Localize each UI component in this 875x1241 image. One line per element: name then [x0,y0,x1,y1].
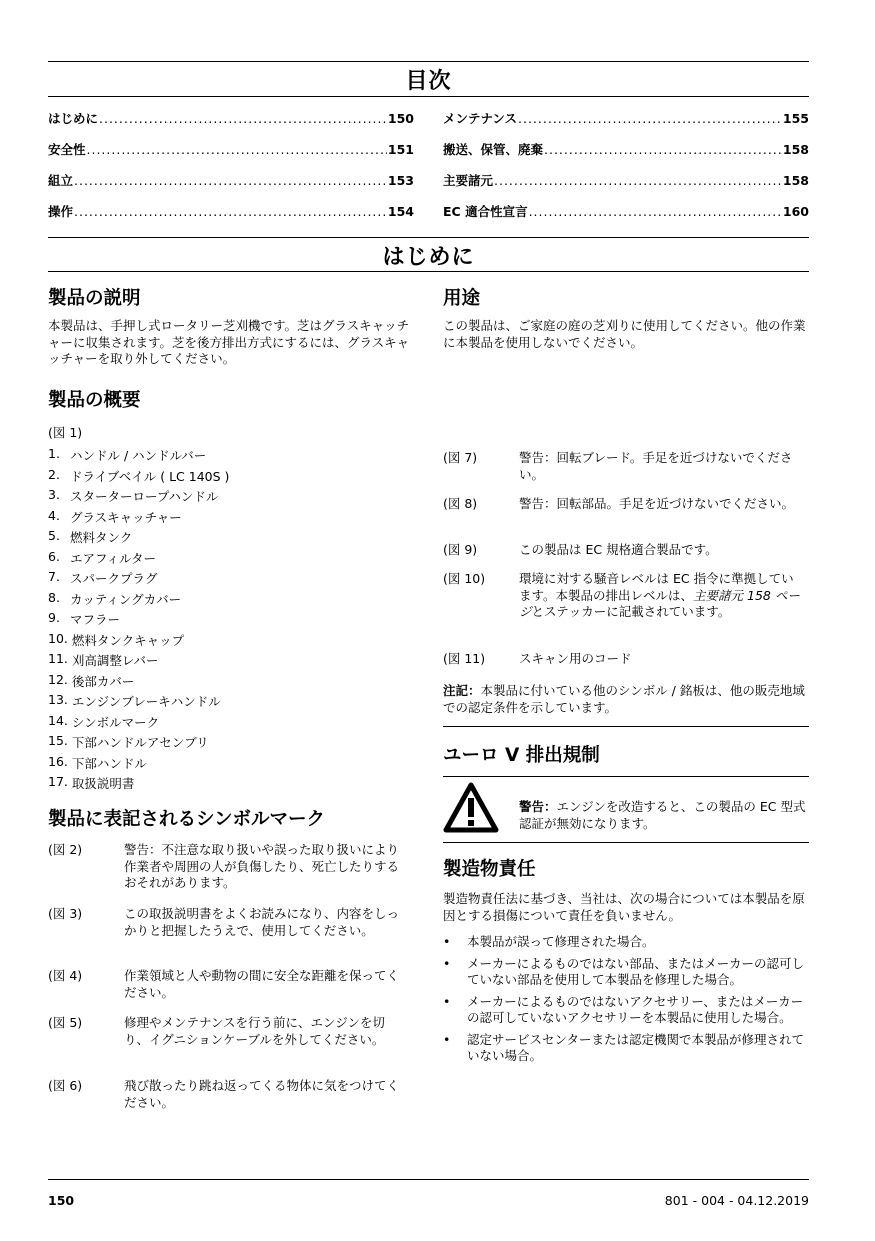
warning-bottom-rule [443,842,809,843]
toc-entry-safety[interactable] [48,140,414,158]
toc-entry-page: 154 [387,204,414,219]
list-item: 1. ハンドル / ハンドルバー [48,446,207,463]
symbol-description: 警告：不注意な取り扱いや誤った取り扱いにより作業者や周囲の人が負傷したり、死亡したりするおそれがあります。 [124,842,400,890]
symbol-description: 環境に対する騒音レベルは EC 指令に準拠しています。本製品の排出レベルは、主要諸元 158 ページとステッカーに記載されています。 [519,571,800,619]
toc-entry-label: 操作 [48,204,74,219]
toc-entry-page: 150 [387,111,414,126]
toc-entry-operation[interactable] [48,202,414,220]
symbol-row-fig2 [48,842,403,892]
intro-title: はじめに [382,245,475,270]
list-item: 17. 取扱説明書 [48,774,135,791]
symbol-row-fig9 [443,542,805,559]
figure-ref: (図 9) [443,542,478,557]
symbol-description: 修理やメンテナンスを行う前に、エンジンを切り、イグニションケーブルを外してください。 [124,1015,385,1047]
figure-ref: (図 10) [443,571,486,586]
list-item: 3. スターターロープハンドル [48,487,219,504]
liability-heading: 製造物責任 [443,859,536,880]
page-number: 150 [48,1193,75,1208]
list-item: 8. カッティングカバー [48,589,182,607]
liability-text: 製造物責任法に基づき、当社は、次の場合については本製品を原因とする損傷について責任を負いません。 [443,891,805,923]
toc-leader [494,173,782,188]
symbol-description: 警告：回転部品。手足を近づけないでください。 [519,496,795,511]
toc-leader [544,142,782,157]
figure-ref: (図 8) [443,496,478,511]
toc-leader [529,204,782,219]
symbol-description: スキャン用のコード [519,651,632,666]
toc-entry-label: はじめに [48,111,99,126]
toc-entry-page: 151 [387,142,414,157]
intended-use-heading: 用途 [443,288,481,309]
note-rule [443,726,809,727]
symbol-row-fig4 [48,968,403,1001]
symbol-row-fig3 [48,906,403,939]
figure-ref: (図 3) [48,906,83,921]
toc-entry-label: 安全性 [48,142,86,157]
toc-entry-label: 組立 [48,173,74,188]
toc-entry-maintenance[interactable] [443,109,809,127]
symbol-description: この取扱説明書をよくお読みになり、内容をしっかりと把握したうえで、使用してください。 [124,906,400,938]
toc-entry-page: 158 [782,142,809,157]
doc-code: 801 - 004 - 04.12.2019 [664,1193,809,1208]
list-item: 4. グラスキャッチャー [48,507,182,525]
symbol-row-fig10 [443,571,805,621]
toc-leader [87,142,387,157]
specs-page-link[interactable]: 主要諸元 158 ページ [519,587,800,619]
list-item: 10. 燃料タンクキャップ [48,630,185,648]
intended-use-text: この製品は、ご家庭の庭の芝刈りに使用してください。他の作業に本製品を使用しないでください。 [443,318,806,350]
list-item: • 認定サービスセンターまたは認定機関で本製品が修理されていない場合。 [443,1031,805,1063]
symbol-description: 飛び散ったり跳ね返ってくる物体に気をつけてください。 [124,1078,400,1110]
parts-list [48,446,414,795]
list-item: 16. 下部ハンドル [48,753,147,771]
symbol-row-fig6 [48,1078,403,1111]
figure-ref: (図 4) [48,968,83,983]
symbol-row-fig5 [48,1015,403,1048]
toc-leader [99,111,387,126]
toc-entry-page: 158 [782,173,809,188]
toc-title: 目次 [405,69,452,94]
toc-entry-assembly[interactable] [48,171,414,189]
product-description-text: 本製品は、手押し式ロータリー芝刈機です。芝はグラスキャッチャーに収集されます。芝を後方排出方式にするには、グラスキャッチャーを取り外してください。 [48,318,410,366]
toc-title-rule [48,96,809,97]
liability-bullets [443,934,805,1070]
list-item: • メーカーによるものではない部品、またはメーカーの認可していない部品を使用して本製品を修理した場合。 [443,955,805,987]
figure-ref: (図 6) [48,1078,83,1093]
list-item: • 本製品が誤って修理された場合。 [443,934,655,949]
list-item: 5. 燃料タンク [48,528,133,545]
list-item: 9. マフラー [48,610,121,627]
warning-icon [443,782,499,834]
toc-leader [518,111,782,126]
warning-top-rule [443,776,809,777]
symbol-description: 作業領域と人や動物の間に安全な距離を保ってください。 [124,968,400,1000]
toc-entry-label: 搬送、保管、廃棄 [443,142,544,157]
figure-ref: (図 7) [443,450,478,465]
toc-entry-page: 153 [387,173,414,188]
toc-entry-intro[interactable] [48,109,414,127]
euro5-warning [519,799,809,832]
note-text: 本製品に付いている他のシンボル / 銘板は、他の販売地域での認定条件を示しています。 [443,683,805,715]
overview-figure-ref: (図 1) [48,425,83,440]
toc-top-rule [48,61,809,62]
toc-entry-page: 160 [782,204,809,219]
intro-title-rule [48,271,809,272]
euro5-heading: ユーロ V 排出規制 [443,745,600,766]
list-item: 13. エンジンブレーキハンドル [48,692,221,709]
toc-leader [74,173,387,188]
list-item: 12. 後部カバー [48,671,135,689]
toc-entry-page: 155 [782,111,809,126]
toc-entry-transport[interactable] [443,140,809,158]
product-description-heading: 製品の説明 [48,288,141,309]
symbol-description: この製品は EC 規格適合製品です。 [519,542,718,557]
symbols-note [443,683,807,716]
symbols-heading: 製品に表記されるシンボルマーク [48,809,326,830]
warning-text: エンジンを改造すると、この製品の EC 型式認証が無効になります。 [519,799,806,831]
footer-rule [48,1179,809,1180]
list-item: 14. シンボルマーク [48,712,160,730]
toc-leader [74,204,387,219]
toc-entry-label: 主要諸元 [443,173,494,188]
intro-top-rule [48,237,809,238]
figure-ref: (図 11) [443,651,486,666]
symbol-row-fig11 [443,651,805,668]
list-item: 7. スパークプラグ [48,569,158,586]
list-item: 2. ドライブベイル ( LC 140S ) [48,466,230,484]
list-item: 11. 刈高調整レバー [48,651,159,668]
toc-entry-label: メンテナンス [443,111,518,126]
symbol-description: 警告：回転ブレード。手足を近づけないでください。 [519,450,793,482]
warning-label: 警告： [519,799,557,814]
symbol-row-fig7 [443,450,805,483]
note-label: 注記： [443,683,481,698]
figure-ref: (図 2) [48,842,83,857]
list-item: 6. エアフィルター [48,548,157,566]
toc-entry-specs[interactable] [443,171,809,189]
toc-entry-ec-declaration[interactable] [443,202,809,220]
toc-entry-label: EC 適合性宣言 [443,204,528,219]
list-item: • メーカーによるものではないアクセサリー、またはメーカーの認可していないアクセサリーを本製品に使用した場合。 [443,993,804,1025]
overview-heading: 製品の概要 [48,390,141,411]
figure-ref: (図 5) [48,1015,83,1030]
list-item: 15. 下部ハンドルアセンブリ [48,733,209,750]
symbol-row-fig8 [443,496,805,513]
